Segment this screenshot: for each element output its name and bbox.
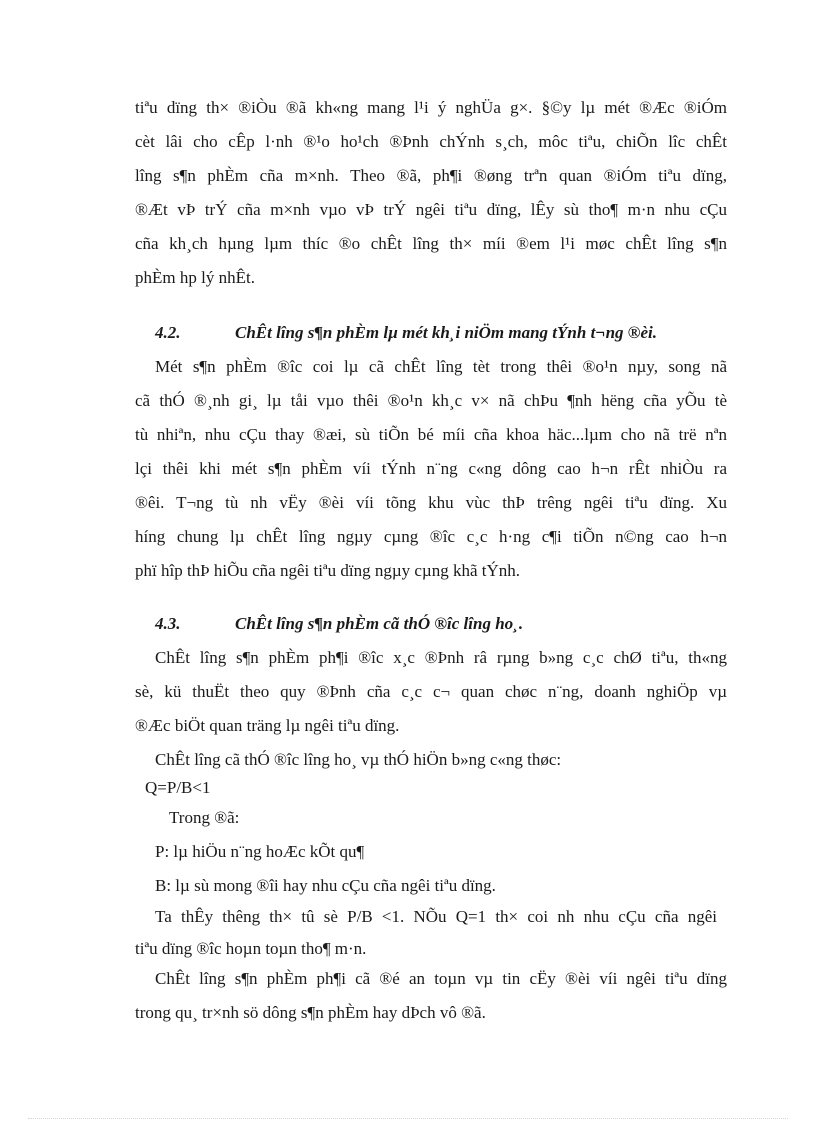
paragraph-2-line: ®êi. T¬ng tù nh vËy ®èi víi tõng khu vùc thÞ trêng ngêi tiªu dïng. Xu: [135, 493, 727, 512]
paragraph-2-line: lçi thêi khi mét s¶n phÈm víi tÝnh n¨ng c«ng dông cao h¬n rÊt nhiÒu ra: [135, 459, 727, 478]
paragraph-1-line: phÈm hp lý nhÊt.: [135, 268, 255, 287]
section-title: ChÊt lîng s¶n phÈm lµ mét kh¸i niÖm mang tÝnh t¬ng ®èi.: [235, 323, 658, 342]
paragraph-5-line: Ta thÊy thêng th× tû sè P/B <1. NÕu Q=1 th× coi nh nhu cÇu cña ngêi: [155, 907, 717, 926]
definition-b: B: lµ sù mong ®îi hay nhu cÇu cña ngêi tiªu dïng.: [155, 876, 496, 895]
section-number: 4.3.: [155, 614, 181, 633]
paragraph-1-line: cña kh¸ch hµng lµm thíc ®o chÊt lîng th× míi ®em l¹i møc chÊt lîng s¶n: [135, 234, 727, 253]
paragraph-3-line: ®Æc biÖt quan träng lµ ngêi tiªu dïng.: [135, 716, 400, 735]
paragraph-2-line: phï hîp thÞ hiÕu cña ngêi tiªu dïng ngµy cµng khã tÝnh.: [135, 561, 521, 580]
paragraph-2-line: tù nhiªn, nhu cÇu thay ®æi, sù tiÕn bé míi cña khoa häc...lµm cho nã trë nªn: [135, 425, 727, 444]
paragraph-3-line: ChÊt lîng s¶n phÈm ph¶i ®îc x¸c ®Þnh râ rµng b»ng c¸c chØ tiªu, th«ng: [155, 648, 727, 667]
section-heading: [155, 323, 657, 343]
footer-divider: [28, 1118, 788, 1119]
where-label: Trong ®ã:: [169, 808, 240, 827]
paragraph-1-line: lîng s¶n phÈm cña m×nh. Theo ®ã, ph¶i ®øng trªn quan ®iÓm tiªu dïng,: [135, 166, 727, 185]
paragraph-5-line: tiªu dïng ®îc hoµn toµn tho¶ m·n.: [135, 939, 367, 958]
paragraph-6-line: trong qu¸ tr×nh sö dông s¶n phÈm hay dÞch vô ®ã.: [135, 1003, 486, 1022]
paragraph-2-line: Mét s¶n phÈm ®îc coi lµ cã chÊt lîng tèt trong thêi ®o¹n nµy, song nã: [155, 357, 727, 376]
paragraph-2-line: híng chung lµ chÊt lîng ngµy cµng ®îc c¸c h·ng c¶i tiÕn n©ng cao h¬n: [135, 527, 727, 546]
formula-intro: ChÊt lîng cã thÓ ®îc lîng ho¸ vµ thÓ hiÖn b»ng c«ng thøc:: [155, 750, 562, 769]
section-number: 4.2.: [155, 323, 181, 342]
paragraph-2-line: cã thÓ ®¸nh gi¸ lµ tåi vµo thêi ®o¹n kh¸c v× nã chÞu ¶nh hëng cña yÕu tè: [135, 391, 727, 410]
paragraph-1-line: tiªu dïng th× ®iÒu ®ã kh«ng mang l¹i ý nghÜa g×. §©y lµ mét ®Æc ®iÓm: [135, 98, 727, 117]
paragraph-1-line: cèt lâi cho cÊp l·nh ®¹o ho¹ch ®Þnh chÝnh s¸ch, môc tiªu, chiÕn lîc chÊt: [135, 132, 727, 151]
definition-p: P: lµ hiÖu n¨ng hoÆc kÕt qu¶: [155, 842, 365, 861]
section-heading: [155, 614, 523, 634]
paragraph-1-line: ®Æt vÞ trÝ cña m×nh vµo vÞ trÝ ngêi tiªu dïng, lÊy sù tho¶ m·n nhu cÇu: [135, 200, 727, 219]
formula: Q=P/B<1: [145, 778, 211, 797]
paragraph-3-line: sè, kü thuËt theo quy ®Þnh cña c¸c c¬ quan chøc n¨ng, doanh nghiÖp vµ: [135, 682, 727, 701]
section-title: ChÊt lîng s¶n phÈm cã thÓ ®îc lîng ho¸.: [235, 614, 524, 633]
paragraph-6-line: ChÊt lîng s¶n phÈm ph¶i cã ®é an toµn vµ tin cËy ®èi víi ngêi tiªu dïng: [155, 969, 727, 988]
